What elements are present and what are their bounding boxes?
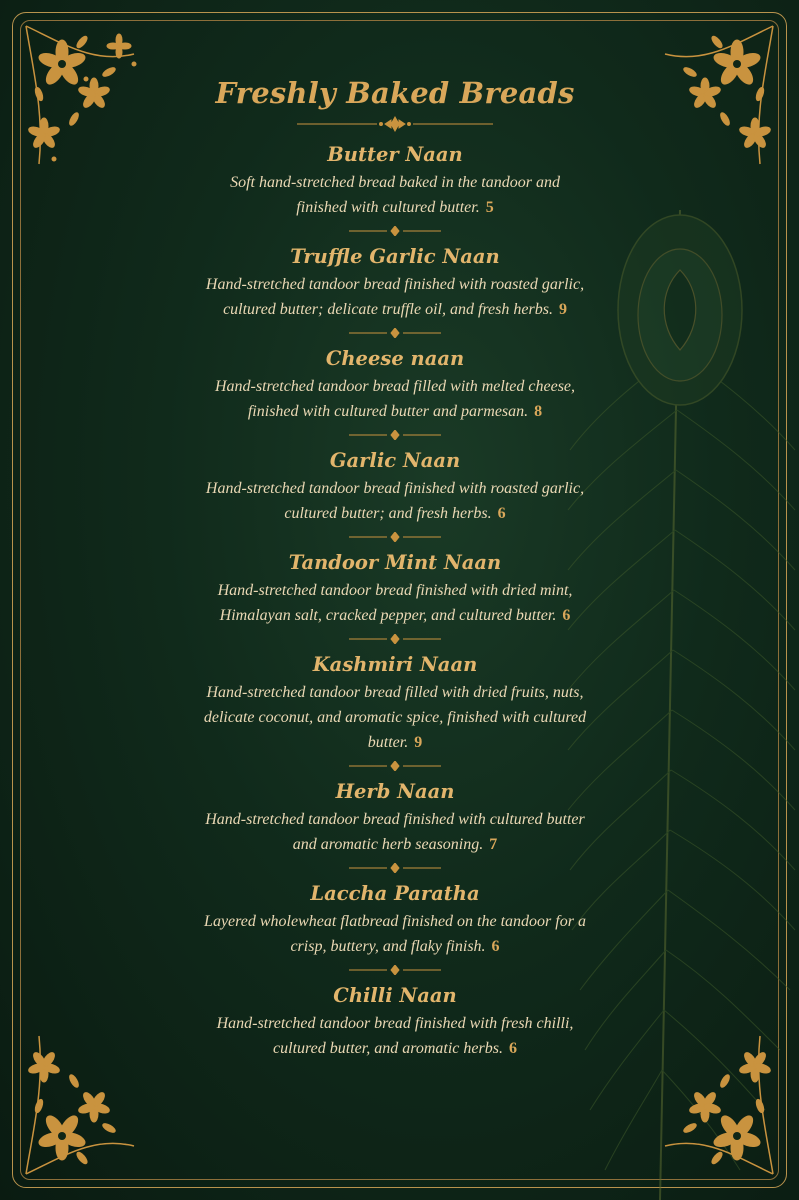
menu-item-description-text: cultured butter; delicate truffle oil, and fresh herbs. [223, 301, 553, 318]
menu-item-description-text: crisp, buttery, and flaky finish. [290, 938, 486, 955]
menu-item-name: Herb Naan [335, 780, 455, 803]
ornamental-divider-icon [349, 634, 441, 644]
ornamental-divider-icon [349, 532, 441, 542]
menu-item-price: 6 [562, 607, 571, 624]
menu-item-description-text: Hand-stretched tandoor bread finished with roasted garlic, [205, 480, 585, 497]
menu-item [150, 344, 640, 424]
menu-item-price: 6 [491, 938, 500, 955]
menu-item-description-line [150, 807, 640, 832]
menu-item-name: Laccha Paratha [310, 882, 480, 905]
ornamental-divider-icon [349, 863, 441, 873]
floral-corner-icon [24, 1026, 154, 1176]
menu-item-description-line [150, 603, 640, 628]
menu-item-description-text: Hand-stretched tandoor bread finished with roasted garlic, [205, 276, 585, 293]
floral-corner-icon [645, 1026, 775, 1176]
menu-item-description-line [150, 680, 640, 705]
menu-item-description-line [150, 1011, 640, 1036]
menu-item [150, 548, 640, 628]
menu-item-description-line [150, 705, 640, 730]
menu-item-description-line [150, 297, 640, 322]
ornamental-divider-icon [349, 328, 441, 338]
ornamental-divider-icon [349, 226, 441, 236]
menu-item-description-text: Hand-stretched tandoor bread finished with cultured butter [205, 811, 585, 828]
menu-item-description-line [150, 195, 640, 220]
menu-item [150, 777, 640, 857]
ornamental-divider-icon [349, 965, 441, 975]
menu-content [150, 70, 640, 1061]
menu-item-description-text: Layered wholewheat flatbread finished on the tandoor for a [204, 913, 586, 930]
menu-item-price: 7 [489, 836, 498, 853]
floral-corner-icon [645, 24, 775, 174]
menu-item-description-line [150, 374, 640, 399]
menu-item-description-text: delicate coconut, and aromatic spice, finished with cultured [203, 709, 587, 726]
menu-item-name: Cheese naan [325, 347, 465, 370]
ornamental-divider-icon [349, 430, 441, 440]
menu-item-description-text: Hand-stretched tandoor bread finished with fresh chilli, [216, 1015, 574, 1032]
menu-item-price: 6 [508, 1040, 517, 1057]
title-divider-icon [295, 116, 495, 132]
menu-item [150, 650, 640, 755]
menu-item-price: 6 [497, 505, 506, 522]
menu-item-description-line [150, 170, 640, 195]
menu-item-description-line [150, 399, 640, 424]
menu-item-description-text: cultured butter; and fresh herbs. [284, 505, 492, 522]
ornamental-divider-icon [349, 761, 441, 771]
menu-items-list [150, 140, 640, 1061]
menu-item-description-line [150, 272, 640, 297]
menu-item-price: 8 [534, 403, 543, 420]
menu-item-description-line [150, 476, 640, 501]
menu-item-name: Tandoor Mint Naan [288, 551, 502, 574]
menu-item-name: Garlic Naan [329, 449, 461, 472]
menu-item-name: Kashmiri Naan [312, 653, 478, 676]
menu-item-description-line [150, 832, 640, 857]
floral-corner-icon [24, 24, 154, 174]
menu-item-description-text: Hand-stretched tandoor bread filled with dried fruits, nuts, [206, 684, 584, 701]
menu-item-description-text: finished with cultured butter and parmesan. [247, 403, 529, 420]
menu-item-name: Butter Naan [327, 143, 463, 166]
menu-item-description-line [150, 934, 640, 959]
menu-item-name: Chilli Naan [333, 984, 457, 1007]
menu-item [150, 879, 640, 959]
menu-item-description-text: finished with cultured butter. [296, 199, 480, 216]
menu-item-description-line [150, 1036, 640, 1061]
menu-item-description-line [150, 909, 640, 934]
menu-item-description-text: Hand-stretched tandoor bread finished with dried mint, [217, 582, 573, 599]
menu-item-description-text: Hand-stretched tandoor bread filled with melted cheese, [214, 378, 576, 395]
menu-item-description-text: and aromatic herb seasoning. [292, 836, 484, 853]
menu-item [150, 242, 640, 322]
menu-item-description-line [150, 578, 640, 603]
menu-item-price: 9 [558, 301, 567, 318]
menu-item-price: 9 [414, 734, 423, 751]
menu-item [150, 446, 640, 526]
menu-item [150, 981, 640, 1061]
menu-item-description-text: Himalayan salt, cracked pepper, and cultured butter. [219, 607, 557, 624]
menu-item-price: 5 [485, 199, 494, 216]
menu-item-name: Truffle Garlic Naan [290, 245, 500, 268]
menu-item-description-line [150, 501, 640, 526]
menu-item [150, 140, 640, 220]
menu-item-description-text: butter. [367, 734, 409, 751]
menu-item-description-text: Soft hand-stretched bread baked in the tandoor and [230, 174, 560, 191]
menu-item-description-text: cultured butter, and aromatic herbs. [273, 1040, 503, 1057]
page-title: Freshly Baked Breads [215, 76, 575, 110]
menu-item-description-line [150, 730, 640, 755]
